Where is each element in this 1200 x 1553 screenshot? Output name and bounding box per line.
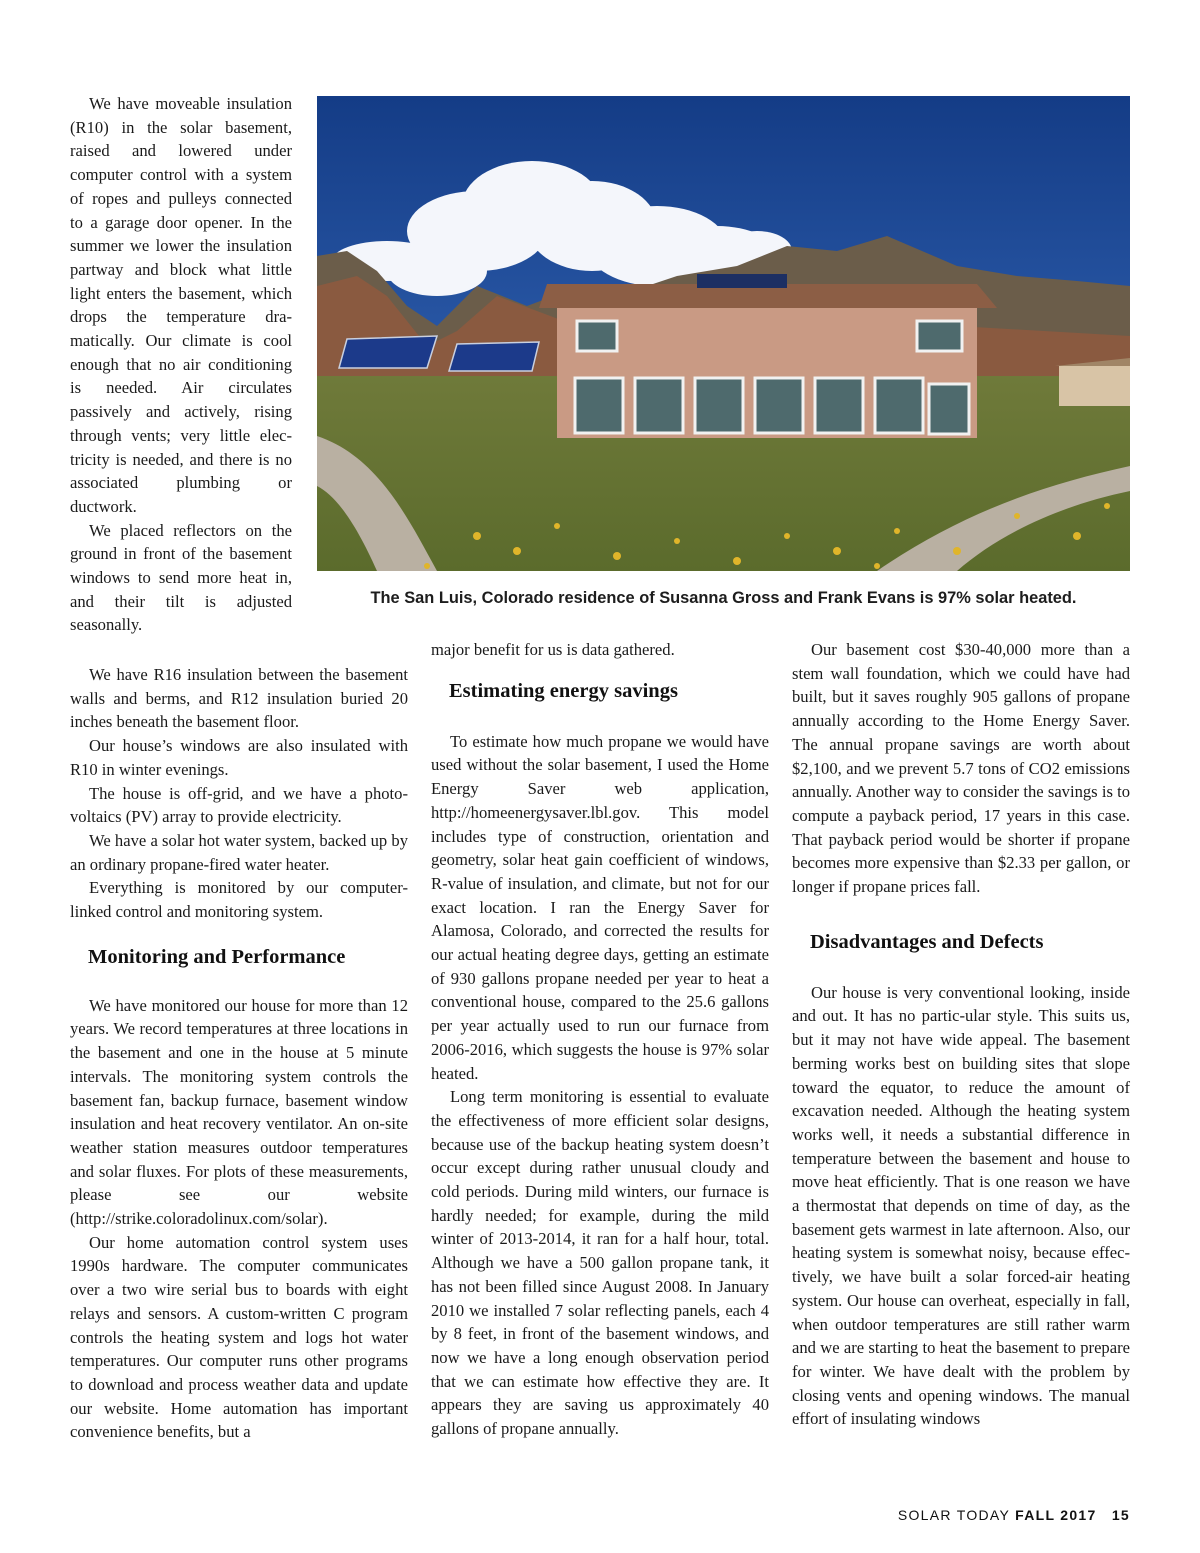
section-heading-disadvantages: Disadvantages and Defects [810,930,1044,953]
page-footer [898,1507,1130,1523]
paragraph: We have moveable insulation (R10) in the solar basement, raised and lowered under computer control with a system of ropes and pulleys connected to a garage door opener. In the summer we lower the insulation partway and block what little light enters the basement, which drops the temperature dramatically. Our climate is cool enough that no air conditioning is needed. Air circulates passively and actively, rising through vents; very little electricity is needed, and there is no associated plumbing or ductwork. [70,94,292,516]
issue-label: FALL 2017 [1015,1507,1097,1523]
paragraph: Our house’s windows are also insulated with R10 in winter evenings. [70,736,408,779]
section-heading-monitoring: Monitoring and Performance [88,945,346,968]
paragraph: We have a solar hot water system, backed up by an ordinary propane-fired water heater. [70,830,408,874]
paragraph: Our house is very conventional looking, inside and out. It has no partic-ular style. This suits us, but it may not have wide appeal. The basement berming works best on building sites that slope toward the equator, to reduce the amount of excavation needed. Although the heating system works well, it needs a substantial difference in temperature between the basement and house to move heat efficiently. That is one reason we have a thermostat that depends on time of day, as the basement gets warmest in late afternoon. Also, our heating system is somewhat noisy, because effectively, we have built a solar forced-air heating system. Our house can overheat, especially in fall, when outdoor temperatures are still rather warm and we are starting to heat the basement to prepare for winter. We have dealt with the problem by closing vents and opening windows. The manual effort of insulating windows [792,982,1130,1429]
paragraph: Our basement cost $30-40,000 more than a stem wall foundation, which we could have had built, but it saves roughly 905 gallons of propane annually according to the Home Energy Saver. The annual propane savings are worth about $2,100, and we prevent 5.7 tons of CO2 emissions annually. Another way to consider the savings is to compute a payback period, 17 years in this case. That payback period would be shorter if propane becomes more expensive than $2.33 per gallon, or longer if propane prices fall. [792,640,1130,897]
house-photo-illustration [317,96,1130,571]
paragraph: Everything is monitored by our computer-linked control and monitoring system. [70,878,408,922]
paragraph: We have R16 insulation between the basement walls and berms, and R12 insulation buried 20 inches beneath the basement floor. [70,665,408,732]
page-number: 15 [1111,1507,1130,1523]
paragraph: The house is off-grid, and we have a photovoltaics (PV) array to provide electricity. [70,783,408,827]
paragraph: We have monitored our house for more than 12 years. We record temperatures at three locations in the basement and one in the house at 5 minute intervals. The monitoring system controls the basement fan, backup furnace, basement window insulation and heat recovery ventilator. An on-site weather station measures outdoor temperatures and solar fluxes. For plots of these measurements, please see our website (http://strike.coloradolinux.com/solar). [70,995,408,1229]
publication-name: SOLAR TODAY [897,1507,1010,1523]
paragraph: To estimate how much propane we would have used without the solar basement, I used the Home Energy Saver web application, http://homeenergysaver.lbl.gov. This model includes type of construction, orientation and geometry, solar heat gain coefficient of windows, R-value of insulation, and climate, but not for our exact location. I ran the Energy Saver for Alamosa, Colorado, and corrected the results for our actual heating degree days, getting an estimate of 930 gallons propane needed per year to heat a conventional house, compared to the 25.6 gallons per year actually used to run our furnace from 2006-2016, which suggests the house is 97% solar heated. [431,731,769,1083]
photo-caption: The San Luis, Colorado residence of Susanna Gross and Frank Evans is 97% solar heated. [370,589,1077,607]
paragraph: Long term monitoring is essential to evaluate the effectiveness of more efficient solar designs, because use of the backup heating system doesn’t occur except during rather unusual cloudy and cold periods. During mild winters, our furnace is hardly needed; for example, during the mild winter of 2013-2014, it ran for a half hour, total. Although we have a 500 gallon propane tank, it has not been filled since August 2008. In January 2010 we installed 7 solar reflecting panels, each 4 by 8 feet, in front of the basement windows, and now we have a long enough observation period that we can estimate how effective they are. It appears they are saving us approximately 40 gallons of propane annually. [431,1087,769,1439]
paragraph: We placed reflectors on the ground in front of the basement windows to send more heat in, and their tilt is adjusted seasonally. [70,520,292,635]
column-3 [792,638,1130,1431]
column-1-top [70,92,292,637]
house-photo [317,96,1130,571]
column-1 [70,663,408,1444]
column-2 [431,638,769,1441]
section-heading-estimating: Estimating energy savings [449,679,678,702]
paragraph: Our home automation control system uses 1990s hardware. The computer communicates over a two wire serial bus to boards with eight relays and sensors. A custom-written C program controls the heating system and logs hot water temperatures. Our computer runs other programs to download and process weather data and update our website. Home automation has important convenience benefits, but a [70,1232,408,1442]
paragraph: major benefit for us is data gathered. [431,640,675,659]
